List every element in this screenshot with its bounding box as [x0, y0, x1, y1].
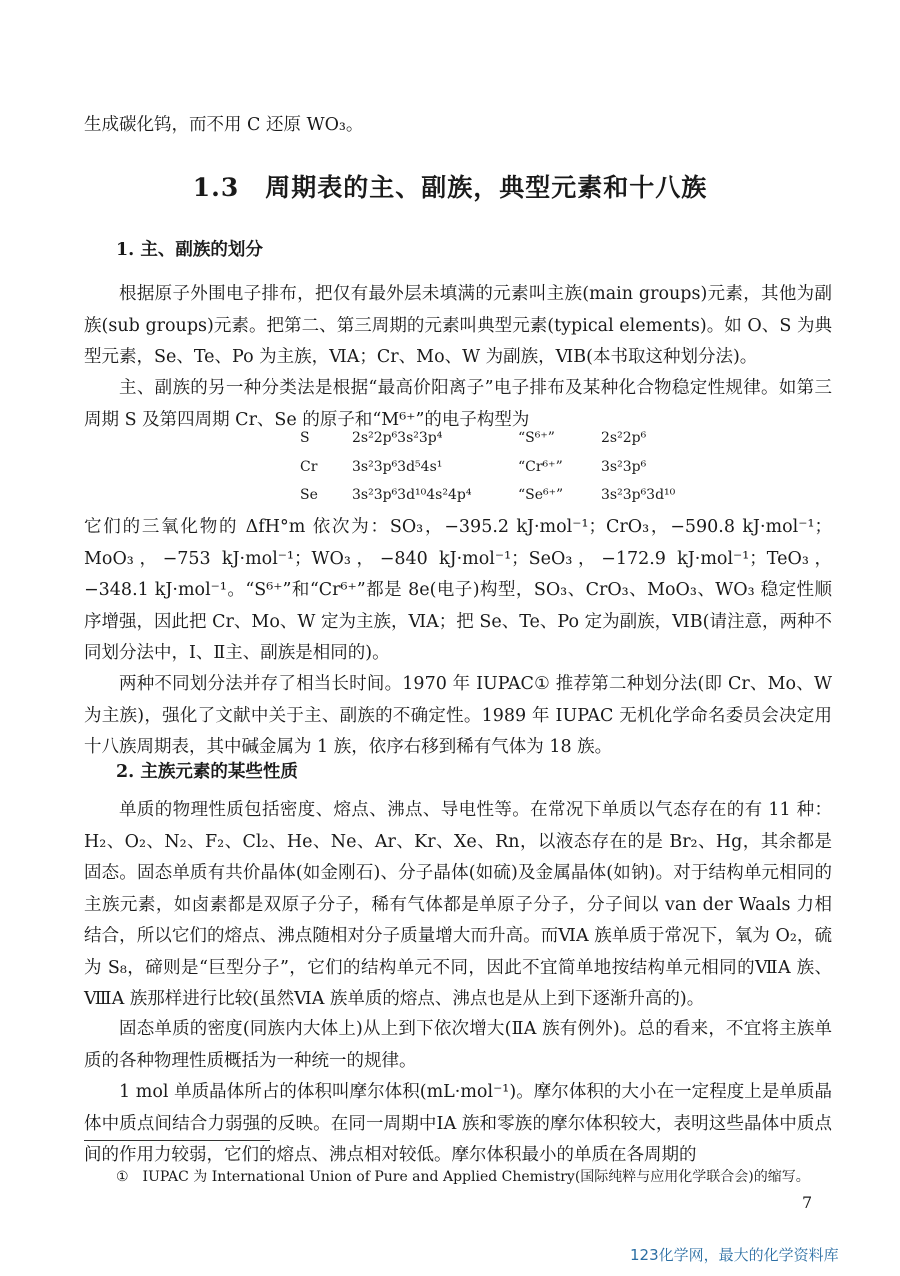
config-ion: “Se⁶⁺”	[518, 487, 564, 504]
paragraph-1-4: 两种不同划分法并存了相当长时间。1970 年 IUPAC① 推荐第二种划分法(即 Cr、Mo、W 为主族)，强化了文献中关于主、副族的不确定性。1989 年 IUPAC 无机化学命名委员会决定用十八族周期表，其中碱金属为 1 族，依序右移到稀有气体为 18 族。	[84, 674, 832, 757]
paragraph-2-3: 1 mol 单质晶体所占的体积叫摩尔体积(mL·mol⁻¹)。摩尔体积的大小在一定程度上是单质晶体中质点间结合力弱强的反映。在同一周期中ⅠA 族和零族的摩尔体积较大，表明这些晶体中质点间的作用力较弱，它们的熔点、沸点相对较低。摩尔体积最小的单质在各周期的	[84, 1082, 832, 1165]
page-number: 7	[802, 1193, 813, 1212]
electron-configuration-table	[300, 424, 675, 510]
watermark-text: 123化学网，最大的化学资料库	[630, 1246, 839, 1264]
footnote: ① IUPAC 为 International Union of Pure and Applied Chemistry(国际纯粹与应用化学联合会)的缩写。	[116, 1169, 810, 1185]
config-element: Se	[300, 487, 318, 504]
config-ion: “Cr⁶⁺”	[518, 458, 563, 475]
config-atom: 3s²3p⁶3d¹⁰4s²4p⁴	[352, 487, 472, 504]
paragraph-1-2: 主、副族的另一种分类法是根据“最高价阳离子”电子排布及某种化合物稳定性规律。如第三周期 S 及第四周期 Cr、Se 的原子和“M⁶⁺”的电子构型为	[84, 378, 832, 430]
config-element: Cr	[300, 458, 318, 475]
config-ion: “S⁶⁺”	[518, 430, 555, 447]
section-title: 1.3 周期表的主、副族，典型元素和十八族	[192, 173, 708, 202]
subsection-heading-2: 2. 主族元素的某些性质	[116, 762, 298, 782]
config-ion-config: 3s²3p⁶	[601, 458, 647, 475]
table-row	[300, 481, 675, 510]
continuation-text: 生成碳化钨，而不用 C 还原 WO₃。	[84, 115, 364, 135]
paragraph-1-3: 它们的三氧化物的 ΔfH°m 依次为：SO₃，−395.2 kJ·mol⁻¹；CrO₃，−590.8 kJ·mol⁻¹；MoO₃，−753 kJ·mol⁻¹；WO₃，−840 kJ·mol⁻¹；SeO₃，−172.9 kJ·mol⁻¹；TeO₃，−348.1 kJ·mol⁻¹。“S⁶⁺”和“Cr⁶⁺”都是 8e(电子)构型，SO₃、CrO₃、MoO₃、WO₃ 稳定性顺序增强，因此把 Cr、Mo、W 定为主族，ⅥA；把 Se、Te、Po 定为副族，ⅥB(请注意，两种不同划分法中，Ⅰ、Ⅱ主、副族是相同的)。	[84, 517, 832, 663]
footnote-divider	[84, 1140, 270, 1141]
table-row	[300, 424, 675, 453]
table-row	[300, 453, 675, 482]
config-ion-config: 3s²3p⁶3d¹⁰	[601, 487, 676, 504]
config-atom: 2s²2p⁶3s²3p⁴	[352, 430, 443, 447]
paragraph-1-1: 根据原子外围电子排布，把仅有最外层未填满的元素叫主族(main groups)元素，其他为副族(sub groups)元素。把第二、第三周期的元素叫典型元素(typical elements)。如 O、S 为典型元素，Se、Te、Po 为主族，ⅥA；Cr、Mo、W 为副族，ⅥB(本书取这种划分法)。	[84, 284, 832, 367]
subsection-heading-1: 1. 主、副族的划分	[116, 240, 263, 260]
paragraph-2-2: 固态单质的密度(同族内大体上)从上到下依次增大(ⅡA 族有例外)。总的看来，不宜将主族单质的各种物理性质概括为一种统一的规律。	[84, 1019, 832, 1071]
paragraph-2-1: 单质的物理性质包括密度、熔点、沸点、导电性等。在常况下单质以气态存在的有 11 种：H₂、O₂、N₂、F₂、Cl₂、He、Ne、Ar、Kr、Xe、Rn，以液态存在的是 Br₂、Hg，其余都是固态。固态单质有共价晶体(如金刚石)、分子晶体(如硫)及金属晶体(如钠)。对于结构单元相同的主族元素，如卤素都是双原子分子，稀有气体都是单原子分子，分子间以 van der Waals 力相结合，所以它们的熔点、沸点随相对分子质量增大而升高。而ⅥA 族单质于常况下，氧为 O₂，硫为 S₈，碲则是“巨型分子”，它们的结构单元不同，因此不宜简单地按结构单元相同的ⅦA 族、ⅧA 族那样进行比较(虽然ⅥA 族单质的熔点、沸点也是从上到下逐渐升高的)。	[84, 800, 832, 1009]
config-element: S	[300, 430, 310, 447]
config-atom: 3s²3p⁶3d⁵4s¹	[352, 458, 443, 475]
config-ion-config: 2s²2p⁶	[601, 430, 647, 447]
